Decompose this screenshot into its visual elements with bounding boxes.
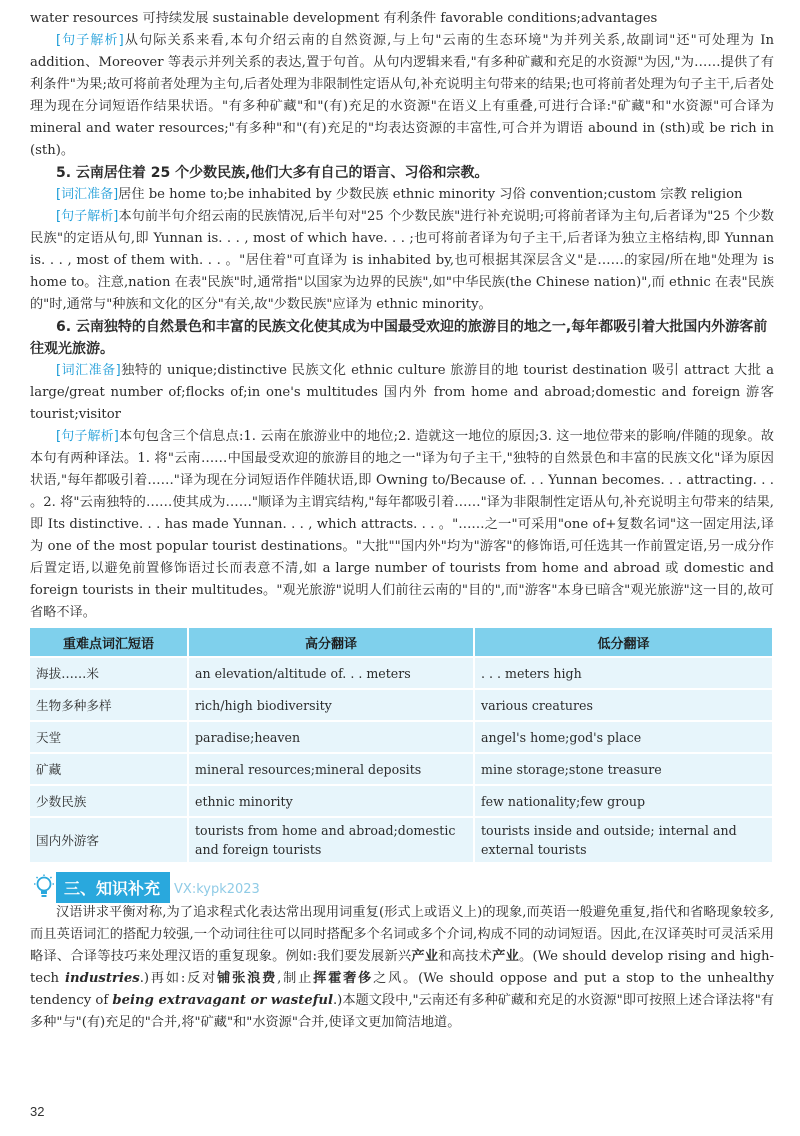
table-cell: . . . meters high [474,657,773,689]
table-header-row [30,628,773,657]
table-header: 高分翻译 [188,628,474,657]
table-cell: an elevation/altitude of. . . meters [188,657,474,689]
table-row [30,721,773,753]
watermark-text: VX:kypk2023 [174,882,260,897]
text-span: ,制止 [277,971,314,986]
paragraph-analysis-6 [30,426,774,624]
vocab-line: water resources 可持续发展 sustainable development 有利条件 favorable conditions;advantages [30,11,658,26]
sentence-5-heading: 5. 云南居住着 25 个少数民族,他们大多有自己的语言、习俗和宗教。 [56,165,489,181]
sentence-analysis-tag: [句子解析] [56,429,119,444]
vocab-prep-tag: [词汇准备] [56,187,119,202]
table-row [30,689,773,721]
table-row [30,817,773,862]
vocab-prep-tag: [词汇准备] [56,363,121,378]
table-cell: 生物多种多样 [30,689,188,721]
text-span: 和高技术 [438,949,493,964]
table-cell: 海拔……米 [30,657,188,689]
text-span: 汉语讲求平衡对称,为了追求程式化表达常出现用词重复(形式上或语义上)的现象,而英语一般避免重复,指代和省略现象较多,而且英语词汇的搭配力较强,一个动词往往可以同时搭配多个名词或多个介词,构成不同的动词短语。因此,在汉译英时可灵活采用略译、合译等技巧来处理汉语的重复现象。例如:我们要发展新兴 [30,905,774,964]
text-span: 。(We should develop rising and high-tech [30,949,774,986]
knowledge-paragraph [30,902,774,1034]
table-header: 重难点词汇短语 [30,628,188,657]
vocab-prep-5 [30,184,774,206]
table-row [30,785,773,817]
table-cell: 天堂 [30,721,188,753]
bold-text: 产业 [492,949,520,964]
table-cell: angel's home;god's place [474,721,773,753]
analysis-text: 本句前半句介绍云南的民族情况,后半句对"25 个少数民族"进行补充说明;可将前者译为主句,后者译为"25 个少数民族"的定语从句,即 Yunnan is. . . , most of which have. . . ;也可将前者译为句子主干,后者译为独立主格结构,即 Yunnan is. . . , most of them with. . . 。"居住着"可直译为 is inhabited by,也可根据其深层含义"是……的家园/所在地"处理为 is home to。注意,nation 在表"民族"时,通常指"以国家为边界的民族",如"中华民族(the Chinese nation)",而 ethnic 在表"民族的"时,通常与"种族和文化的区分"有关,故"少数民族"应译为 ethnic minority。 [30,209,774,312]
vocab-text: 居住 be home to;be inhabited by 少数民族 ethnic minority 习俗 convention;custom 宗教 religion [118,187,743,202]
knowledge-section-header [30,872,774,902]
table-cell: tourists from home and abroad;domestic and foreign tourists [188,817,474,862]
emphasis-text: being extravagant or wasteful [112,993,333,1008]
bold-text: 铺张浪费 [217,971,278,986]
text-span: .)再如:反对 [139,971,218,986]
table-cell: few nationality;few group [474,785,773,817]
table-cell: 少数民族 [30,785,188,817]
vocab-text: 独特的 unique;distinctive 民族文化 ethnic culture 旅游目的地 tourist destination 吸引 attract 大批 a large/great number of;flocks of;in one's multitudes 国内外 from home and abroad;domestic and foreign 游客 tourist;visitor [30,363,774,422]
vocab-prep-6 [30,360,774,426]
analysis-text: 从句际关系来看,本句介绍云南的自然资源,与上句"云南的生态环境"为并列关系,故副词"还"可处理为 In addition、Moreover 等表示并列关系的表达,置于句首。从句内逻辑来看,"有多种矿藏和充足的水资源"为因,"为……提供了有利条件"为果;故可将前者处理为主句,后者处理为非限制性定语从句,补充说明主句带来的结果;也可将前者处理为句子主干,后者处理为现在分词短语作结果状语。"有多种矿藏"和"(有)充足的水资源"在语义上有重叠,可进行合译:"矿藏"和"水资源"可合译为 mineral and water resources;"有多种"和"(有)充足的"均表达资源的丰富性,可合并为谓语 abound in (sth)或 be rich in (sth)。 [30,33,774,158]
table-cell: paradise;heaven [188,721,474,753]
table-row [30,657,773,689]
vocab-table [30,628,774,862]
paragraph-analysis-5 [30,206,774,316]
bold-text: 挥霍奢侈 [313,971,374,986]
section-title: 三、知识补充 [56,872,170,903]
sentence-analysis-tag: [句子解析] [56,33,124,48]
table-cell: mineral resources;mineral deposits [188,753,474,785]
table-row [30,753,773,785]
analysis-text: 本句包含三个信息点:1. 云南在旅游业中的地位;2. 造就这一地位的原因;3. 这一地位带来的影响/伴随的现象。故本句有两种译法。1. 将"云南……中国最受欢迎的旅游目的地之一"译为句子主干,"独特的自然景色和丰富的民族文化"译为原因状语,"每年都吸引着……"译为现在分词短语作伴随状语,即 Owning to/Because of. . . Yunnan becomes. . . attracting. . . 。2. 将"云南独特的……使其成为……"顺译为主谓宾结构,"每年都吸引着……"译为非限制性定语从句,补充说明主句带来的结果,即 Its distinctive. . . has made Yunnan. . . , which attracts. . . 。"……之一"可采用"one of+复数名词"这一固定用法,译为 one of the most popular tourist destinations。"大批""国内外"均为"游客"的修饰语,可任选其一作前置定语,另一成分作后置定语,以避免前置修饰语过长而表意不清,如 a large number of tourists from home and abroad 或 domestic and foreign tourists in their multitudes。"观光旅游"说明人们前往云南的"目的",而"游客"本身已暗含"观光旅游"这一目的,故可省略不译。 [30,429,774,620]
table-cell: rich/high biodiversity [188,689,474,721]
paragraph-analysis-4 [30,30,774,162]
sentence-analysis-tag: [句子解析] [56,209,119,224]
lightbulb-icon [32,874,56,900]
page-number: 32 [30,1104,45,1119]
table-cell: 矿藏 [30,753,188,785]
bold-text: 产业 [411,949,439,964]
sentence-6-heading: 6. 云南独特的自然景色和丰富的民族文化使其成为中国最受欢迎的旅游目的地之一,每年都吸引着大批国内外游客前往观光旅游。 [30,319,768,357]
table-cell: ethnic minority [188,785,474,817]
table-cell: various creatures [474,689,773,721]
table-cell: mine storage;stone treasure [474,753,773,785]
text-span: 之风。(We should oppose and put a stop to the unhealthy tendency of [30,971,775,1008]
table-header: 低分翻译 [474,628,773,657]
table-cell: 国内外游客 [30,817,188,862]
table-cell: tourists inside and outside; internal and external tourists [474,817,773,862]
page-content [30,8,774,1034]
text-span: .)本题文段中,"云南还有多种矿藏和充足的水资源"即可按照上述合译法将"有多种"与"(有)充足的"合并,将"矿藏"和"水资源"合并,使译文更加简洁地道。 [30,993,774,1030]
emphasis-text: industries [65,971,140,986]
